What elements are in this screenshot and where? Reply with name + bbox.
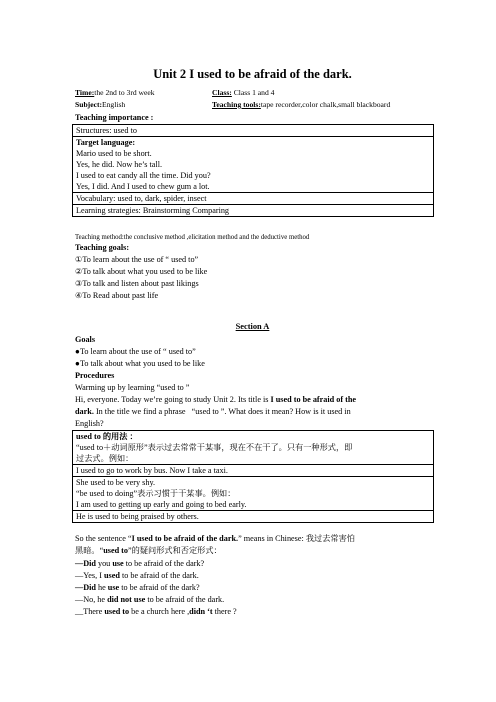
example-text: to be afraid of the dark. xyxy=(119,571,199,580)
sentence-text: 黑暗。“ xyxy=(75,546,104,555)
example-dash: — xyxy=(75,595,84,604)
usage-heading: used to 的用法 ： xyxy=(76,432,138,441)
class-value: Class 1 and 4 xyxy=(231,88,275,97)
sentence-bold: I used to be afraid of the dark. xyxy=(131,534,239,543)
example-bold: didn ‘t xyxy=(189,607,213,616)
sentence-text: ” means in Chinese: 我过去常害怕 xyxy=(238,534,355,543)
importance-box xyxy=(72,124,434,217)
used-to-usage-box xyxy=(72,430,434,523)
class-label: Class: xyxy=(212,88,232,97)
target-line: Yes, I did. And I used to chew gum a lot. xyxy=(73,181,433,193)
goal-item: ①To learn about the use of “ used to” xyxy=(75,255,199,264)
example-text: No, he xyxy=(83,595,108,604)
example-line xyxy=(75,606,237,617)
usage-line: He is used to being praised by others. xyxy=(76,512,199,521)
example-text: be a church here , xyxy=(129,607,190,616)
tools-value: tape recorder,color chalk,small blackboard xyxy=(260,100,391,109)
example-text: you xyxy=(95,559,113,568)
example-text: to be afraid of the dark? xyxy=(123,559,205,568)
example-bold: did not use xyxy=(107,595,146,604)
usage-line: I used to go to work by bus. Now I take a taxi. xyxy=(73,465,433,477)
example-text: __There xyxy=(75,607,105,616)
target-line: I used to eat candy all the time. Did you? xyxy=(76,171,211,180)
goal-bullet: ●To learn about the use of “ used to” xyxy=(75,347,196,356)
example-text: to be afraid of the dark? xyxy=(119,583,200,592)
warming-up-line: Warming up by learning “used to ” xyxy=(75,383,190,392)
time-value: the 2nd to 3rd week xyxy=(94,88,155,97)
section-a-heading xyxy=(75,322,430,331)
example-text: Yes, I xyxy=(83,571,104,580)
vocabulary-row: Vocabulary: used to, dark, spider, insect xyxy=(73,193,433,205)
target-line: Mario used to be short. xyxy=(76,149,152,158)
intro-text: In the title we find a phrase “used to ”. What does it mean? How is it used in xyxy=(93,407,351,416)
importance-heading: Teaching importance : xyxy=(75,113,154,122)
example-dash: — xyxy=(75,571,84,580)
structures-row: Structures: used to xyxy=(73,125,433,137)
sentence-text: So the sentence “ xyxy=(75,534,132,543)
sentence-text: ”的疑问形式和否定形式： xyxy=(128,546,222,555)
teaching-goals-heading: Teaching goals: xyxy=(75,243,130,252)
sentence-line xyxy=(75,533,355,544)
example-bold: used to xyxy=(104,607,130,616)
example-line xyxy=(75,582,200,593)
intro-line xyxy=(75,394,356,405)
usage-line: “be used to doing”表示习惯于干某事。例如： xyxy=(76,489,236,498)
subject-value: English xyxy=(102,100,126,109)
goals-heading: Goals xyxy=(75,335,96,344)
page-title: Unit 2 I used to be afraid of the dark. xyxy=(153,67,352,81)
example-dash: — xyxy=(75,583,84,592)
intro-title-bold: I used to be afraid of the xyxy=(270,395,357,404)
strategies-row: Learning strategies: Brainstorming Comparing xyxy=(76,206,230,215)
example-text: there ? xyxy=(212,607,237,616)
target-line: Yes, he did. Now he’s tall. xyxy=(76,160,163,169)
intro-line: English? xyxy=(75,419,104,428)
goal-item: ③To talk and listen about past likings xyxy=(75,279,199,288)
subject-label: Subject: xyxy=(75,100,102,109)
goal-bullet: ●To talk about what you used to be like xyxy=(75,359,205,368)
usage-line: “used to＋动词原形”表示过去常常干某事，现在不在干了。只有一种形式，即 xyxy=(76,443,353,452)
example-line xyxy=(75,570,199,581)
time-field xyxy=(75,88,155,98)
example-bold: Did xyxy=(83,559,96,568)
example-line xyxy=(75,594,224,605)
usage-line: She used to be very shy. xyxy=(76,478,156,487)
example-bold: use xyxy=(112,559,124,568)
target-language-label: Target language: xyxy=(76,138,136,147)
goal-item: ②To talk about what you used to be like xyxy=(75,267,208,276)
example-bold: use xyxy=(107,583,120,592)
tools-label: Teaching tools: xyxy=(212,100,261,109)
subject-field xyxy=(75,100,125,110)
usage-line: 过去式。例如： xyxy=(73,453,433,465)
example-text: he xyxy=(95,583,108,592)
example-dash: — xyxy=(75,559,84,568)
usage-line: I am used to getting up early and going to bed early. xyxy=(73,499,433,511)
sentence-bold: used to xyxy=(103,546,128,555)
example-text: to be afraid of the dark. xyxy=(145,595,225,604)
example-bold: Did xyxy=(83,583,96,592)
class-field xyxy=(212,88,274,98)
intro-line xyxy=(75,406,351,417)
goal-item: ④To Read about past life xyxy=(75,291,159,300)
example-line xyxy=(75,558,204,569)
teaching-method: Teaching method:the conclusive method ,elicitation method and the deductive method xyxy=(75,234,310,241)
sentence-line xyxy=(75,545,222,556)
example-bold: used xyxy=(103,571,120,580)
procedures-heading: Procedures xyxy=(75,371,115,380)
section-a-label: Section A xyxy=(235,322,270,331)
time-label: Time: xyxy=(75,88,95,97)
intro-text: Hi, everyone. Today we’re going to study Unit 2. Its title is xyxy=(75,395,271,404)
tools-field xyxy=(212,100,390,110)
intro-title-bold: dark. xyxy=(75,407,94,416)
